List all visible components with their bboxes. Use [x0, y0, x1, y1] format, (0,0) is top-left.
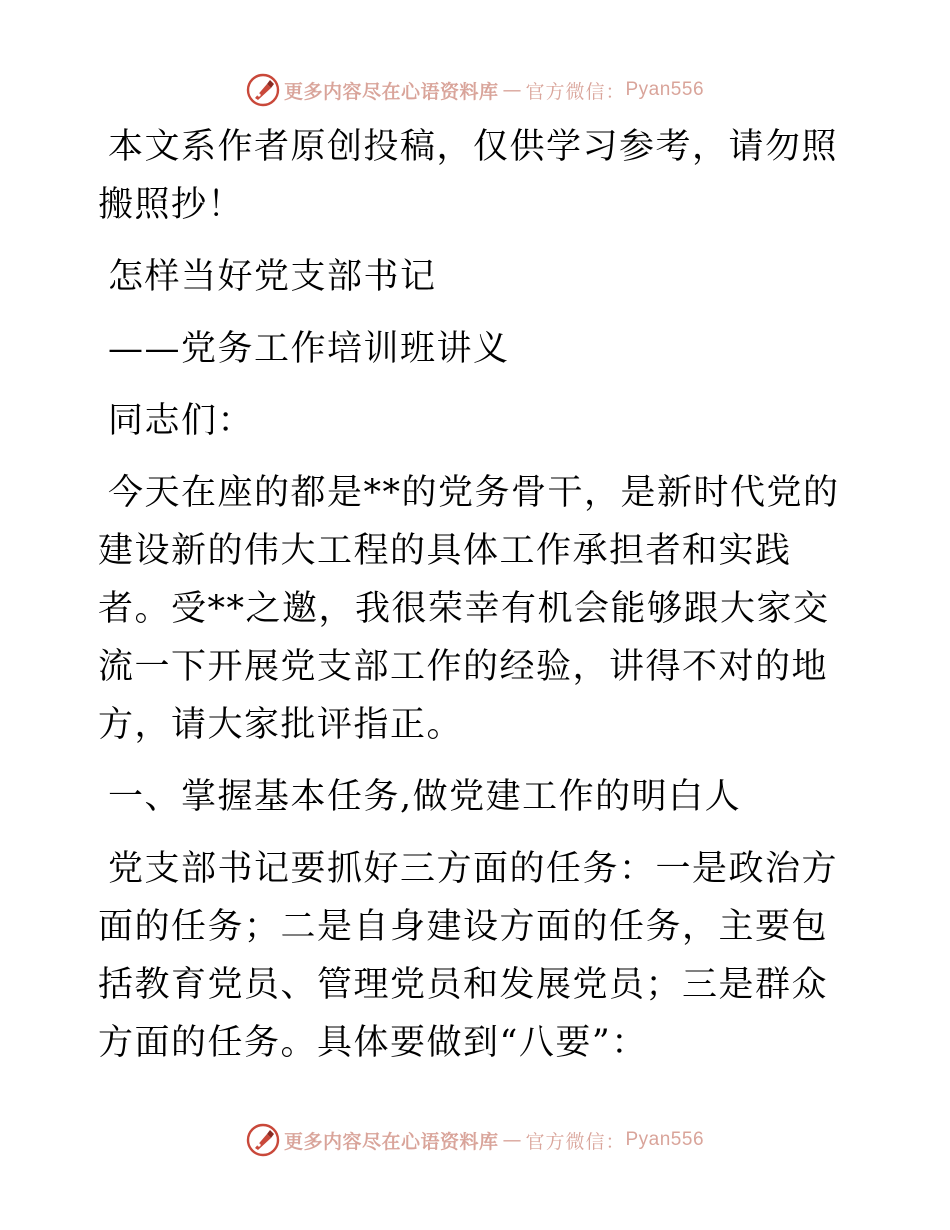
watermark-header — [0, 70, 950, 110]
watermark-wechat-label: 官方微信： — [525, 80, 626, 103]
greeting: 同志们： — [108, 401, 255, 441]
document-title: 怎样当好党支部书记 — [108, 257, 437, 297]
pen-nib-logo-icon — [246, 1123, 280, 1157]
watermark-site-text: 更多内容尽在心语资料库 — [283, 1130, 499, 1153]
section-1-heading: 一、掌握基本任务,做党建工作的明白人 — [108, 777, 742, 817]
copyright-notice: 本文系作者原创投稿，仅供学习参考，请勿照搬照抄！ — [98, 127, 839, 225]
document-body — [98, 118, 850, 1086]
document-subtitle: ——党务工作培训班讲义 — [108, 329, 510, 369]
watermark-wechat-label: 官方微信： — [525, 1130, 626, 1153]
watermark-site-text: 更多内容尽在心语资料库 — [283, 80, 499, 103]
watermark-footer — [0, 1120, 950, 1160]
intro-paragraph: 今天在座的都是**的党务骨干，是新时代党的建设新的伟大工程的具体工作承担者和实践者。受**之邀，我很荣幸有机会能够跟大家交流一下开展党支部工作的经验，讲得不对的地方，请大家批评指正。 — [98, 473, 840, 745]
watermark-wechat-id: Pyan556 — [625, 79, 705, 100]
section-1-body: 党支部书记要抓好三方面的任务：一是政治方面的任务；二是自身建设方面的任务，主要包括教育党员、管理党员和发展党员；三是群众方面的任务。具体要做到“八要”： — [98, 849, 839, 1063]
watermark-wechat-id: Pyan556 — [625, 1129, 705, 1150]
watermark-separator: — — [502, 1129, 522, 1151]
pen-nib-logo-icon — [246, 73, 280, 107]
watermark-separator: — — [502, 79, 522, 101]
